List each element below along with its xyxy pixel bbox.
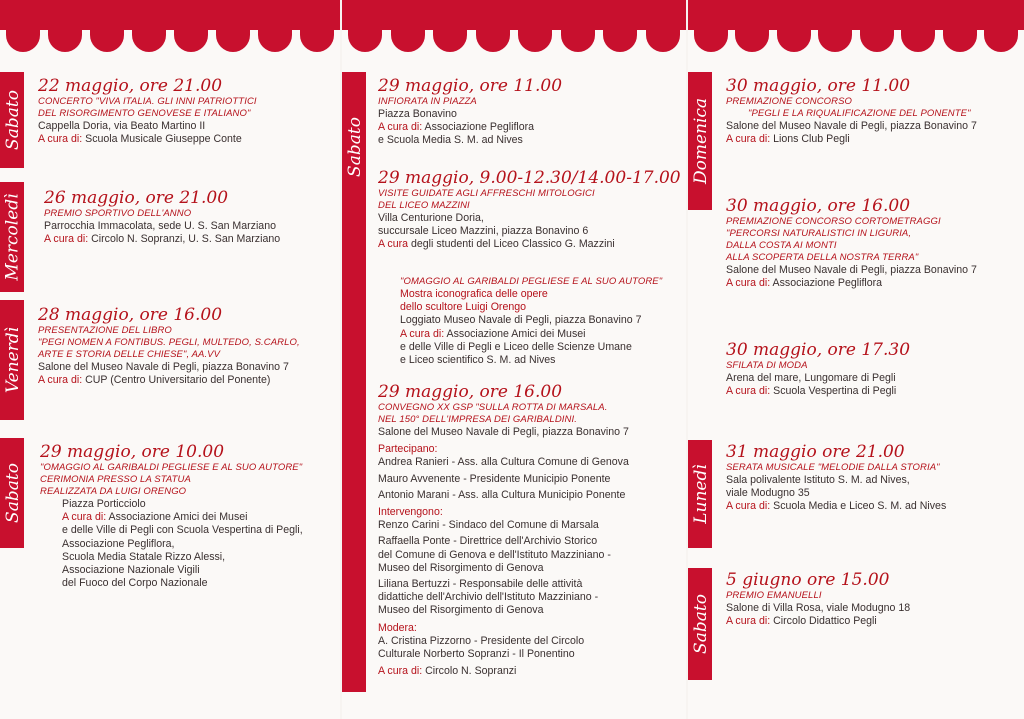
participant: Andrea Ranieri - Ass. alla Cultura Comune di Genova <box>378 456 629 469</box>
event-place: Arena del mare, Lungomare di Pegli <box>726 372 896 384</box>
day-label: Lunedì <box>691 464 712 524</box>
event-organizer: A cura di: Circolo N. Sopranzi, U. S. San Marziano <box>44 233 281 246</box>
event-visite-guidate <box>378 168 681 252</box>
event-date: 30 maggio, ore 11.00 <box>726 76 911 96</box>
event-date: 5 giugno ore 15.00 <box>726 570 890 590</box>
organizer-line: Associazione Pegliflora, <box>62 537 175 550</box>
scallop-border <box>688 26 1024 56</box>
event-organizer: A cura di: Circolo N. Sopranzi <box>378 665 517 678</box>
event-title: CONVEGNO XX GSP "SULLA ROTTA DI MARSALA. <box>378 402 608 413</box>
event-organizer: A cura di: Associazione Pegliflora <box>726 277 883 290</box>
event-title: VISITE GUIDATE AGLI AFFRESCHI MITOLOGICI <box>378 188 595 199</box>
event-organizer: A cura di: Scuola Musicale Giuseppe Conte <box>38 133 242 146</box>
event-title: "PEGI NOMEN A FONTIBUS. PEGLI, MULTEDO, S.CARLO, <box>38 337 300 348</box>
event-organizer: A cura di: Scuola Media e Liceo S. M. ad Nives <box>726 500 947 513</box>
organizer-line: e Liceo scientifico S. M. ad Nives <box>400 354 556 367</box>
event-title: NEL 150° DELL'IMPRESA DEI GARIBALDINI. <box>378 414 577 425</box>
event-title: "PEGLI E LA RIQUALIFICAZIONE DEL PONENTE" <box>748 108 971 119</box>
event-place: Villa Centurione Doria, <box>378 212 484 224</box>
event-organizer: A cura degli studenti del Liceo Classico G. Mazzini <box>378 238 615 251</box>
organizer-line: del Fuoco del Corpo Nazionale <box>62 577 208 590</box>
event-place: Parrocchia Immacolata, sede U. S. San Marziano <box>44 220 276 232</box>
event-title: CONCERTO "VIVA ITALIA. GLI INNI PATRIOTTICI <box>38 96 257 107</box>
event-date: 22 maggio, ore 21.00 <box>38 76 223 96</box>
event-place: Salone del Museo Navale di Pegli, piazza Bonavino 7 <box>38 361 289 373</box>
event-title: "PERCORSI NATURALISTICI IN LIGURIA, <box>726 228 912 239</box>
participant: Mauro Avvenente - Presidente Municipio Ponente <box>378 472 611 485</box>
event-convegno <box>378 382 678 678</box>
event-title: ARTE E STORIA DELLE CHIESE", AA.VV <box>38 349 221 360</box>
event-title: PREMIAZIONE CONCORSO CORTOMETRAGGI <box>726 216 941 227</box>
event-title: "OMAGGIO AL GARIBALDI PEGLIESE E AL SUO AUTORE" <box>40 462 303 473</box>
intervengono-label: Intervengono: <box>378 506 443 519</box>
organizer-line: Associazione Nazionale Vigili <box>62 564 200 577</box>
event-title: SFILATA DI MODA <box>726 360 808 371</box>
event-place: viale Modugno 35 <box>726 487 810 500</box>
event-29-maggio-10 <box>40 442 303 590</box>
day-label: Sabato <box>691 594 711 654</box>
speaker-line: del Comune di Genova e dell'Istituto Mazziniano - <box>378 548 611 561</box>
event-organizer: A cura di: Circolo Didattico Pegli <box>726 615 877 628</box>
speaker-line: Museo del Risorgimento di Genova <box>378 561 544 574</box>
day-label: Sabato <box>3 90 23 150</box>
event-30-maggio-1730 <box>726 340 910 398</box>
participant: Antonio Marani - Ass. alla Cultura Municipio Ponente <box>378 488 626 501</box>
event-31-maggio <box>726 442 946 514</box>
event-30-maggio-16 <box>726 196 977 290</box>
event-place: Piazza Bonavino <box>378 108 457 120</box>
event-title: ALLA SCOPERTA DELLA NOSTRA TERRA" <box>726 252 919 263</box>
event-mostra <box>400 276 662 367</box>
panel-middle <box>342 0 686 719</box>
event-place: Salone di Villa Rosa, viale Modugno 18 <box>726 602 911 614</box>
day-label: Mercoledì <box>3 193 24 281</box>
event-title: REALIZZATA DA LUIGI ORENGO <box>40 486 187 497</box>
day-label: Sabato <box>3 463 23 523</box>
event-organizer: A cura di: Scuola Vespertina di Pegli <box>726 385 897 398</box>
event-22-maggio <box>38 76 257 146</box>
event-organizer: A cura di: Associazione Amici dei Musei <box>400 327 586 340</box>
event-place: Cappella Doria, via Beato Martino II <box>38 120 206 132</box>
panel-left <box>0 0 340 719</box>
event-title: PREMIO SPORTIVO DELL'ANNO <box>44 208 192 219</box>
event-date: 29 maggio, ore 16.00 <box>378 382 563 402</box>
day-label: Domenica <box>691 97 711 185</box>
organizer-line: Scuola Media Statale Rizzo Alessi, <box>62 550 226 563</box>
event-place: Salone del Museo Navale di Pegli, piazza Bonavino 7 <box>726 120 977 132</box>
speaker-line: Museo del Risorgimento di Genova <box>378 604 544 617</box>
moderator: A. Cristina Pizzorno - Presidente del Circolo <box>378 634 585 647</box>
event-date: 28 maggio, ore 16.00 <box>38 305 223 325</box>
partecipano-label: Partecipano: <box>378 443 438 456</box>
event-title: PREMIAZIONE CONCORSO <box>726 96 853 107</box>
day-label: Venerdì <box>3 326 24 394</box>
event-infiorata <box>378 76 562 148</box>
moderator-line: Culturale Norberto Sopranzi - Il Ponentino <box>378 648 575 661</box>
speaker: Liliana Bertuzzi - Responsabile delle attività <box>378 578 583 591</box>
event-date: 29 maggio, ore 10.00 <box>40 442 225 462</box>
event-title: PRESENTAZIONE DEL LIBRO <box>38 325 172 336</box>
speaker: Renzo Carini - Sindaco del Comune di Marsala <box>378 519 599 532</box>
event-title: PREMIO EMANUELLI <box>726 590 822 601</box>
event-title: SERATA MUSICALE "MELODIE DALLA STORIA" <box>726 462 940 473</box>
speaker: Raffaella Ponte - Direttrice dell'Archivio Storico <box>378 535 598 548</box>
event-place: Loggiato Museo Navale di Pegli, piazza Bonavino 7 <box>400 314 642 327</box>
event-place: Salone del Museo Navale di Pegli, piazza Bonavino 7 <box>378 426 629 438</box>
modera-label: Modera: <box>378 621 417 634</box>
event-date: 30 maggio, ore 16.00 <box>726 196 911 216</box>
day-label: Sabato <box>345 117 365 177</box>
event-28-maggio <box>38 305 300 387</box>
scallop-border <box>0 26 340 56</box>
event-title: "OMAGGIO AL GARIBALDI PEGLIESE E AL SUO AUTORE" <box>400 276 663 287</box>
event-subtitle: Mostra iconografica delle opere <box>400 288 548 300</box>
event-date: 26 maggio, ore 21.00 <box>44 188 229 208</box>
event-organizer: A cura di: Associazione Amici dei Musei <box>62 511 248 524</box>
event-place: Sala polivalente Istituto S. M. ad Nives, <box>726 474 910 486</box>
event-title: DEL RISORGIMENTO GENOVESE E ITALIANO" <box>38 108 251 119</box>
event-30-maggio-11 <box>726 76 977 146</box>
scallop-border <box>342 26 686 56</box>
event-date: 29 maggio, 9.00-12.30/14.00-17.00 <box>378 168 681 188</box>
event-date: 31 maggio ore 21.00 <box>726 442 905 462</box>
event-organizer: A cura di: Associazione Pegliflora <box>378 121 535 134</box>
panel-right <box>688 0 1024 719</box>
organizer-line: e Scuola Media S. M. ad Nives <box>378 134 523 147</box>
event-5-giugno <box>726 570 910 628</box>
organizer-line: e delle Ville di Pegli e Liceo delle Scienze Umane <box>400 340 632 353</box>
event-title: DEL LICEO MAZZINI <box>378 200 470 211</box>
event-title: DALLA COSTA AI MONTI <box>726 240 837 251</box>
event-title: INFIORATA IN PIAZZA <box>378 96 477 107</box>
event-date: 29 maggio, ore 11.00 <box>378 76 563 96</box>
event-organizer: A cura di: Lions Club Pegli <box>726 133 850 146</box>
event-date: 30 maggio, ore 17.30 <box>726 340 911 360</box>
event-organizer: A cura di: CUP (Centro Universitario del Ponente) <box>38 374 271 387</box>
event-26-maggio <box>44 188 280 246</box>
event-place: succursale Liceo Mazzini, piazza Bonavino 6 <box>378 225 589 238</box>
event-place: Piazza Porticciolo <box>62 498 146 510</box>
speaker-line: didattiche dell'Archivio dell'Istituto Mazziniano - <box>378 591 599 604</box>
event-title: CERIMONIA PRESSO LA STATUA <box>40 474 191 485</box>
organizer-line: e delle Ville di Pegli con Scuola Vespertina di Pegli, <box>62 524 303 537</box>
event-subtitle: dello scultore Luigi Orengo <box>400 301 527 314</box>
event-place: Salone del Museo Navale di Pegli, piazza Bonavino 7 <box>726 264 977 276</box>
